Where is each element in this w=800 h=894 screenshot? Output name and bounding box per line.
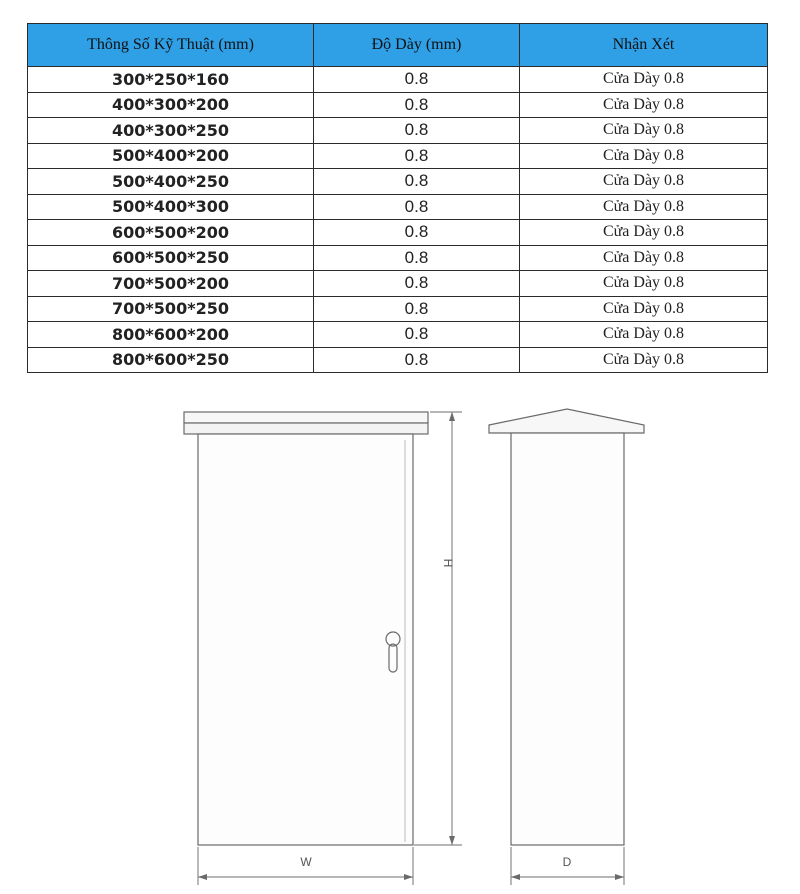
cell-spec: 400*300*200 [28, 92, 314, 118]
height-dimension [414, 412, 462, 845]
cell-thickness: 0.8 [314, 143, 520, 169]
header-thickness: Độ Dày (mm) [314, 24, 520, 67]
front-view [184, 412, 462, 885]
cell-spec: 300*250*160 [28, 67, 314, 93]
side-roof [489, 409, 644, 433]
cell-note: Cửa Dày 0.8 [520, 169, 768, 195]
width-label: W [300, 855, 312, 869]
cell-thickness: 0.8 [314, 347, 520, 373]
cell-note: Cửa Dày 0.8 [520, 220, 768, 246]
cell-thickness: 0.8 [314, 118, 520, 144]
cell-spec: 800*600*250 [28, 347, 314, 373]
depth-label: D [562, 855, 572, 869]
cell-note: Cửa Dày 0.8 [520, 322, 768, 348]
cell-note: Cửa Dày 0.8 [520, 143, 768, 169]
cell-spec: 500*400*250 [28, 169, 314, 195]
cell-note: Cửa Dày 0.8 [520, 92, 768, 118]
cell-thickness: 0.8 [314, 194, 520, 220]
cell-note: Cửa Dày 0.8 [520, 347, 768, 373]
cell-thickness: 0.8 [314, 322, 520, 348]
cell-spec: 600*500*200 [28, 220, 314, 246]
cell-spec: 700*500*250 [28, 296, 314, 322]
cell-thickness: 0.8 [314, 67, 520, 93]
cell-thickness: 0.8 [314, 220, 520, 246]
cell-spec: 400*300*250 [28, 118, 314, 144]
cell-note: Cửa Dày 0.8 [520, 118, 768, 144]
header-spec: Thông Số Kỹ Thuật (mm) [28, 24, 314, 67]
front-roof-lip [184, 423, 428, 434]
side-body [511, 433, 624, 845]
cell-spec: 600*500*250 [28, 245, 314, 271]
cell-thickness: 0.8 [314, 245, 520, 271]
cell-spec: 700*500*200 [28, 271, 314, 297]
cell-note: Cửa Dày 0.8 [520, 296, 768, 322]
header-note: Nhận Xét [520, 24, 768, 67]
cell-thickness: 0.8 [314, 169, 520, 195]
side-view [489, 409, 644, 885]
height-label: H [441, 558, 455, 568]
front-roof [184, 412, 428, 423]
front-body [198, 434, 413, 845]
cell-thickness: 0.8 [314, 296, 520, 322]
cell-note: Cửa Dày 0.8 [520, 194, 768, 220]
cell-note: Cửa Dày 0.8 [520, 245, 768, 271]
cell-spec: 500*400*200 [28, 143, 314, 169]
cell-note: Cửa Dày 0.8 [520, 67, 768, 93]
cell-spec: 800*600*200 [28, 322, 314, 348]
cell-spec: 500*400*300 [28, 194, 314, 220]
cell-note: Cửa Dày 0.8 [520, 271, 768, 297]
cell-thickness: 0.8 [314, 92, 520, 118]
cell-thickness: 0.8 [314, 271, 520, 297]
